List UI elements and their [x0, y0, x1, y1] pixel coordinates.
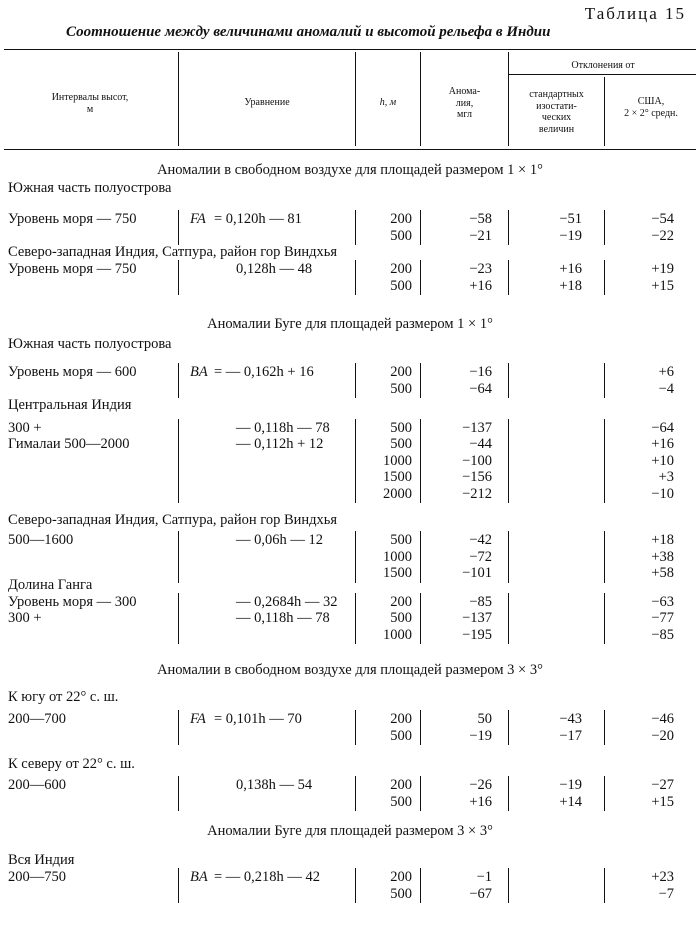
anomaly-value: −21	[469, 227, 492, 244]
col-divider	[604, 435, 605, 503]
col-divider	[178, 776, 179, 811]
region-name: Центральная Индия	[8, 397, 132, 413]
col-divider	[355, 363, 356, 398]
h-value: 200	[390, 711, 412, 727]
usa-value: +10	[651, 452, 674, 469]
standard-value: −19	[559, 227, 582, 244]
interval-label: 200—750	[8, 869, 66, 885]
section-title: Аномалии в свободном воздухе для площадей размером 1 × 1°	[157, 162, 543, 178]
usa-value: −85	[651, 626, 674, 643]
anomaly-value: −67	[469, 885, 492, 902]
col-divider	[178, 609, 179, 644]
col-standard: стандартных изостати- ческих величин	[529, 89, 584, 135]
standard-value: −51	[559, 211, 582, 227]
h-value: 500	[390, 727, 412, 744]
table-number: Таблица 15	[584, 4, 686, 23]
col-divider	[420, 435, 421, 503]
usa-value: +6	[658, 364, 674, 380]
standard-value: +14	[559, 793, 582, 810]
col-divider	[355, 609, 356, 644]
usa-value: −20	[651, 727, 674, 744]
col-divider	[604, 260, 605, 295]
equation: 0,138h — 54	[236, 777, 313, 793]
col-anomaly: Анома- лия, мгл	[448, 86, 481, 120]
usa-value: −54	[651, 211, 674, 227]
anomaly-value: −72	[469, 548, 492, 565]
usa-value: +16	[651, 436, 674, 452]
h-value: 2000	[383, 485, 412, 502]
col-divider	[355, 776, 356, 811]
h-value: 200	[390, 364, 412, 380]
usa-value: −22	[651, 227, 674, 244]
usa-value: −77	[651, 610, 674, 626]
usa-value: −46	[651, 711, 674, 727]
usa-value: +18	[651, 532, 674, 548]
h-value: 500	[390, 420, 412, 436]
anomaly-value: −23	[469, 261, 492, 277]
h-value: 500	[390, 380, 412, 397]
col-divider	[420, 363, 421, 398]
col-divider	[604, 210, 605, 245]
region-name: Южная часть полуострова	[8, 180, 172, 196]
col-divider	[420, 609, 421, 644]
interval-label: 200—600	[8, 777, 66, 793]
equation-prefix: FA	[190, 711, 206, 727]
equation-prefix: FA	[190, 211, 206, 227]
usa-value: +15	[651, 277, 674, 294]
region-name: Южная часть полуострова	[8, 336, 172, 352]
section-title: Аномалии Буге для площадей размером 1 × 1°	[207, 316, 493, 332]
anomaly-value: −64	[469, 380, 492, 397]
interval-label: Уровень моря — 750	[8, 261, 137, 277]
anomaly-value: −195	[462, 626, 492, 643]
equation: — 0,118h — 78	[236, 610, 330, 626]
equation: = — 0,162h + 16	[214, 364, 314, 380]
usa-value: +19	[651, 261, 674, 277]
col-divider	[508, 363, 509, 398]
usa-value: −7	[658, 885, 674, 902]
usa-value: −27	[651, 777, 674, 793]
standard-value: −19	[559, 777, 582, 793]
interval-label: 200—700	[8, 711, 66, 727]
equation: = — 0,218h — 42	[214, 869, 321, 885]
anomaly-value: −137	[462, 420, 492, 436]
interval-label: 300 +	[8, 420, 42, 436]
anomaly-value: −16	[469, 364, 492, 380]
equation: — 0,112h + 12	[236, 436, 324, 452]
anomaly-value: −1	[476, 869, 492, 885]
h-value: 200	[390, 261, 412, 277]
h-value: 1500	[383, 469, 412, 485]
interval-label: Гималаи 500—2000	[8, 436, 130, 452]
col-divider	[508, 710, 509, 745]
region-name: Долина Ганга	[8, 577, 93, 593]
col-divider	[508, 435, 509, 503]
col-divider	[604, 609, 605, 644]
anomaly-value: −101	[462, 565, 492, 581]
equation-prefix: BA	[190, 869, 208, 885]
deviation-rule	[508, 74, 696, 75]
anomaly-value: −42	[469, 532, 492, 548]
anomaly-value: +16	[469, 277, 492, 294]
col-divider	[508, 260, 509, 295]
h-value: 500	[390, 277, 412, 294]
col-divider	[604, 77, 605, 146]
h-value: 1000	[383, 548, 412, 565]
standard-value: +18	[559, 277, 582, 294]
h-value: 200	[390, 211, 412, 227]
anomaly-value: −85	[469, 594, 492, 610]
interval-label: 300 +	[8, 610, 42, 626]
col-divider	[420, 260, 421, 295]
col-divider	[178, 52, 179, 146]
section-title: Аномалии в свободном воздухе для площадей размером 3 × 3°	[157, 662, 543, 678]
col-divider	[355, 868, 356, 903]
anomaly-value: −137	[462, 610, 492, 626]
usa-value: +15	[651, 793, 674, 810]
col-divider	[420, 776, 421, 811]
col-divider	[420, 710, 421, 745]
usa-value: +38	[651, 548, 674, 565]
usa-value: +58	[651, 565, 674, 581]
anomaly-value: −44	[469, 436, 492, 452]
col-divider	[604, 710, 605, 745]
region-name: Вся Индия	[8, 852, 75, 868]
table-title: Соотношение между величинами аномалий и высотой рельефа в Индии	[66, 24, 551, 40]
col-divider	[604, 868, 605, 903]
col-deviations: Отклонения от	[571, 60, 635, 71]
equation: = 0,120h — 81	[214, 211, 302, 227]
col-divider	[355, 435, 356, 503]
standard-value: −17	[559, 727, 582, 744]
section-title: Аномалии Буге для площадей размером 3 × 3°	[207, 823, 493, 839]
equation: — 0,06h — 12	[236, 532, 323, 548]
h-value: 200	[390, 777, 412, 793]
col-divider	[355, 210, 356, 245]
standard-value: +16	[559, 261, 582, 277]
region-name: Северо-западная Индия, Сатпура, район гор Виндхья	[8, 244, 338, 260]
interval-label: Уровень моря — 600	[8, 364, 137, 380]
col-intervals: Интервалы высот, м	[51, 92, 129, 115]
col-divider	[178, 260, 179, 295]
anomaly-value: −19	[469, 727, 492, 744]
col-divider	[420, 210, 421, 245]
equation: 0,128h — 48	[236, 261, 313, 277]
col-equation: Уравнение	[244, 97, 290, 108]
interval-label: Уровень моря — 300	[8, 594, 137, 610]
anomaly-value: −156	[462, 469, 492, 485]
interval-label: 500—1600	[8, 532, 74, 548]
col-divider	[420, 531, 421, 583]
equation-prefix: BA	[190, 364, 208, 380]
h-value: 500	[390, 793, 412, 810]
col-h: h, м	[379, 97, 397, 108]
equation: = 0,101h — 70	[214, 711, 302, 727]
col-divider	[508, 868, 509, 903]
col-divider	[508, 776, 509, 811]
col-divider	[604, 363, 605, 398]
col-divider	[178, 363, 179, 398]
anomaly-value: −212	[462, 485, 492, 502]
h-value: 1500	[383, 565, 412, 581]
col-divider	[508, 531, 509, 583]
col-divider	[178, 435, 179, 503]
header-bottom-rule	[4, 149, 696, 150]
h-value: 500	[390, 532, 412, 548]
col-divider	[178, 210, 179, 245]
col-divider	[178, 868, 179, 903]
h-value: 1000	[383, 452, 412, 469]
region-name: Северо-западная Индия, Сатпура, район гор Виндхья	[8, 512, 338, 528]
h-value: 500	[390, 610, 412, 626]
col-divider	[508, 210, 509, 245]
header-top-rule	[4, 49, 696, 50]
h-value: 1000	[383, 626, 412, 643]
equation: — 0,118h — 78	[236, 420, 330, 436]
region-name: К югу от 22° с. ш.	[8, 689, 119, 705]
usa-value: −4	[658, 380, 674, 397]
anomaly-value: −26	[469, 777, 492, 793]
interval-label: Уровень моря — 750	[8, 211, 137, 227]
col-divider	[508, 52, 509, 146]
col-divider	[355, 260, 356, 295]
col-divider	[420, 868, 421, 903]
equation: — 0,2684h — 32	[236, 594, 338, 610]
usa-value: −64	[651, 420, 674, 436]
region-name: К северу от 22° с. ш.	[8, 756, 135, 772]
col-divider	[420, 52, 421, 146]
anomaly-value: −58	[469, 211, 492, 227]
anomaly-value: +16	[469, 793, 492, 810]
h-value: 200	[390, 594, 412, 610]
anomaly-value: 50	[477, 711, 492, 727]
col-divider	[178, 710, 179, 745]
col-usa: США, 2 × 2° средн.	[624, 96, 678, 119]
h-value: 500	[390, 436, 412, 452]
col-divider	[355, 531, 356, 583]
usa-value: +23	[651, 869, 674, 885]
usa-value: −63	[651, 594, 674, 610]
usa-value: +3	[658, 469, 674, 485]
standard-value: −43	[559, 711, 582, 727]
col-divider	[355, 52, 356, 146]
col-divider	[355, 710, 356, 745]
anomaly-value: −100	[462, 452, 492, 469]
h-value: 500	[390, 885, 412, 902]
col-divider	[508, 609, 509, 644]
col-divider	[178, 531, 179, 583]
col-divider	[604, 776, 605, 811]
col-divider	[604, 531, 605, 583]
h-value: 200	[390, 869, 412, 885]
h-value: 500	[390, 227, 412, 244]
usa-value: −10	[651, 485, 674, 502]
